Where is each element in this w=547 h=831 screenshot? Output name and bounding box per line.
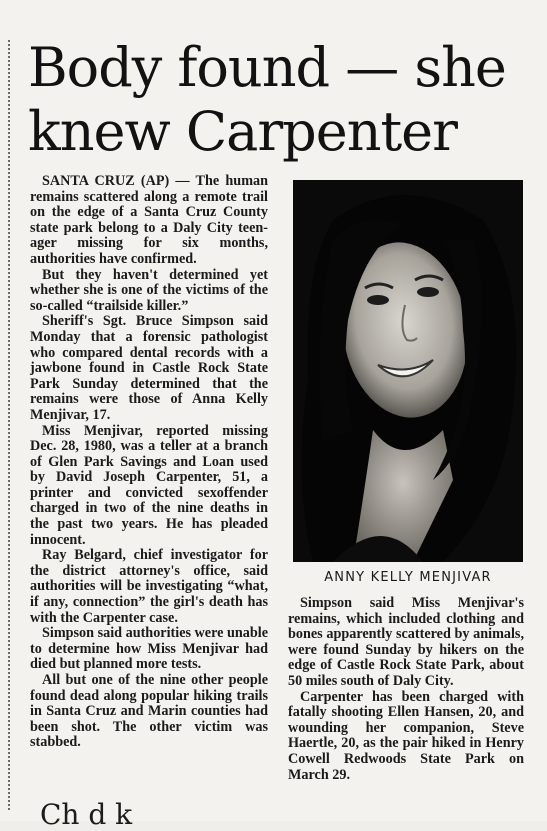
article-column-left	[30, 174, 268, 751]
paragraph: Ray Belgard, chief investigator for the district attorney's office, said authorities will be investigating “what, if any, connection” the girl's death has with the Carpenter case.	[30, 547, 268, 626]
portrait-image	[293, 180, 523, 562]
paragraph: Sheriff's Sgt. Bruce Simpson said Monday that a forensic pathologist who compared dental records with a jawbone found in Castle Rock State Park Sunday determined that the remains were those of Anna Kelly Menjivar, 17.	[30, 313, 268, 423]
clipping-edge	[8, 40, 10, 810]
article-headline	[28, 36, 538, 164]
photo-caption: ANNY KELLY MENJIVAR	[324, 570, 492, 585]
next-headline-fragment: Ch d k	[40, 798, 133, 831]
paragraph: Carpenter has been charged with fatally shooting Ellen Hansen, 20, and wounding her companion, Steve Haertle, 20, as the pair hiked in Henry Cowell Redwoods State Park on March 29.	[288, 688, 524, 783]
paragraph: SANTA CRUZ (AP) — The human remains scattered along a remote trail on the edge of a Santa Cruz County state park belong to a Daly City teen-ager missing for six months, authorities have confirmed.	[30, 173, 268, 267]
headline-line-2: knew Carpenter	[28, 100, 457, 163]
paragraph: Simpson said authorities were unable to determine how Miss Menjivar had died but planned more tests.	[30, 625, 268, 673]
article-column-right	[288, 596, 524, 783]
paragraph: But they haven't determined yet whether she is one of the victims of the so-called “trailside killer.”	[30, 266, 268, 314]
paragraph: Miss Menjivar, reported missing Dec. 28, 1980, was a teller at a branch of Glen Park Savings and Loan used by David Joseph Carpenter, 51, a printer and convicted sexoffender charged in two of the nine deaths in the past two years. He has pleaded innocent.	[30, 422, 268, 548]
paragraph: Simpson said Miss Menjivar's remains, which included clothing and bones apparently scattered by animals, were found Sunday by hikers on the edge of Castle Rock State Park, about 50 miles south of Daly City.	[288, 595, 524, 689]
next-article-edge	[0, 798, 547, 831]
headline-line-1: Body found — she	[28, 36, 506, 99]
portrait-photo	[293, 180, 523, 562]
paragraph: All but one of the nine other people found dead along popular hiking trails in Santa Cruz and Marin counties had been shot. The other victim was stabbed.	[30, 672, 268, 751]
